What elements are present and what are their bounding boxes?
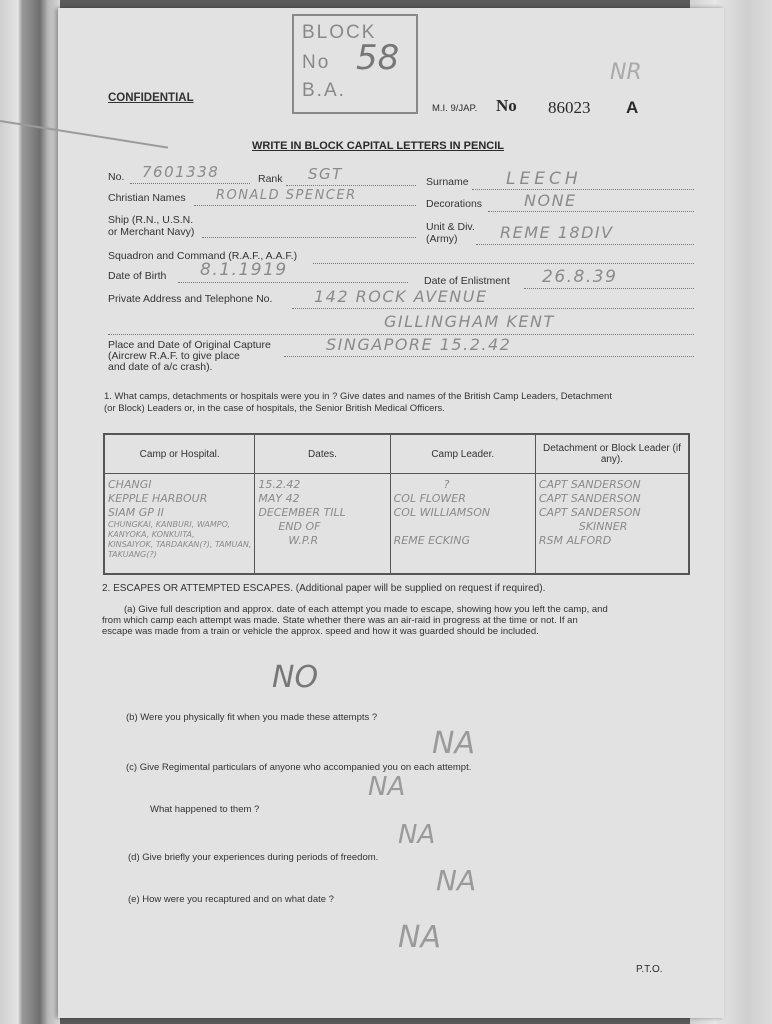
capture-value: SINGAPORE 15.2.42 <box>326 335 512 354</box>
pto-label: P.T.O. <box>636 964 663 975</box>
question-2a-line-2: from which camp each attempt was made. State whether there was an air-raid in progress at the time or not. If an <box>102 615 578 626</box>
unit-value: REME 18DIV <box>500 223 614 242</box>
camps-table-cell <box>255 474 390 575</box>
camps-table-cell <box>535 474 689 575</box>
leader-entry: ? <box>443 478 450 491</box>
stamp-handwritten-number: 58 <box>356 38 400 78</box>
answer-2d: NA <box>436 864 477 897</box>
address-line-2: GILLINGHAM KENT <box>384 312 555 331</box>
detachment-entry: SKINNER <box>578 520 628 533</box>
date-entry: 15.2.42 <box>258 478 301 491</box>
camps-table-header: Camp Leader. <box>390 434 535 474</box>
unit-label-2: (Army) <box>426 233 458 245</box>
address-label: Private Address and Telephone No. <box>108 293 273 305</box>
camps-table-header: Camp or Hospital. <box>104 434 255 474</box>
binder-edge <box>0 0 60 1024</box>
detachment-entry: RSM ALFORD <box>538 534 612 547</box>
ship-label-2: or Merchant Navy) <box>108 226 195 238</box>
answer-2c: NA <box>368 772 406 802</box>
block-stamp <box>292 14 418 114</box>
rank-value: SGT <box>308 165 343 183</box>
form-instruction: WRITE IN BLOCK CAPITAL LETTERS IN PENCIL <box>252 140 504 152</box>
serial-number: 86023 <box>548 98 591 117</box>
dob-value: 8.1.1919 <box>200 260 288 280</box>
corner-note: NR <box>610 60 642 85</box>
stamp-line2: No <box>302 52 331 73</box>
answer-2a: NO <box>272 660 319 695</box>
camp-entry: TAKUANG(?) <box>108 550 157 559</box>
answer-2c-sub: NA <box>398 820 436 850</box>
detachment-entry: CAPT SANDERSON <box>538 478 641 491</box>
leader-entry: COL FLOWER <box>393 492 466 505</box>
camps-table-header: Dates. <box>255 434 390 474</box>
stamp-line3: B.A. <box>302 80 346 101</box>
camp-entry: SIAM GP II <box>108 506 164 519</box>
camps-table-header: Detachment or Block Leader (if any). <box>535 434 689 474</box>
date-entry: W.P.R <box>288 534 319 547</box>
camp-entry: KEPPLE HARBOUR <box>108 492 208 505</box>
serial-suffix: A <box>626 98 639 117</box>
enlistment-label: Date of Enlistment <box>424 275 510 287</box>
detachment-entry: CAPT SANDERSON <box>538 492 641 505</box>
stamp-line1: BLOCK <box>302 22 377 43</box>
christian-names-label: Christian Names <box>108 192 186 204</box>
question-2c-sub: What happened to them ? <box>150 804 260 815</box>
surname-label: Surname <box>426 176 469 188</box>
dob-label: Date of Birth <box>108 270 167 282</box>
detachment-entry: CAPT SANDERSON <box>538 506 641 519</box>
camps-table <box>103 433 690 575</box>
rank-label: Rank <box>258 173 283 185</box>
decorations-label: Decorations <box>426 198 483 210</box>
ship-label-1: Ship (R.N., U.S.N. <box>108 214 194 226</box>
unit-label-1: Unit & Div. <box>426 221 475 233</box>
question-1-line-2: (or Block) Leaders or, in the case of hospitals, the Senior British Medical Officers. <box>104 403 445 414</box>
squadron-label: Squadron and Command (R.A.F., A.A.F.) <box>108 250 298 262</box>
capture-label-3: and date of a/c crash). <box>108 361 213 373</box>
service-number-value: 7601338 <box>142 163 220 181</box>
date-entry: MAY 42 <box>258 492 300 505</box>
answer-2e: NA <box>398 920 441 955</box>
question-2d: (d) Give briefly your experiences during periods of freedom. <box>128 852 379 863</box>
camp-entry: KANYOKA, KONKUITA, <box>108 530 195 539</box>
capture-label-2: (Aircrew R.A.F. to give place <box>108 350 240 362</box>
christian-names-value: RONALD SPENCER <box>216 188 357 203</box>
question-2-heading: 2. ESCAPES OR ATTEMPTED ESCAPES. (Additional paper will be supplied on request if required). <box>102 583 546 594</box>
question-2a-line-3: escape was made from a train or vehicle the approx. speed and how it was guarded should be included. <box>102 626 539 637</box>
form-code: M.I. 9/JAP. <box>432 103 478 114</box>
question-2a-line-1: (a) Give full description and approx. date of each attempt you made to escape, showing how you left the camp, and <box>124 604 608 615</box>
question-1-line-1: 1. What camps, detachments or hospitals were you in ? Give dates and names of the British Camp Leaders, Detachment <box>104 391 612 402</box>
question-2c: (c) Give Regimental particulars of anyone who accompanied you on each attempt. <box>126 762 472 773</box>
service-number-label: No. <box>108 171 125 183</box>
address-line-1: 142 ROCK AVENUE <box>314 287 488 306</box>
answer-2b: NA <box>432 726 475 761</box>
date-entry: DECEMBER TILL <box>258 506 346 519</box>
classification-label: CONFIDENTIAL <box>108 92 194 104</box>
form-page <box>58 8 724 1018</box>
capture-label-1: Place and Date of Original Capture <box>108 339 271 351</box>
number-label: No <box>496 96 517 115</box>
leader-entry: COL WILLIAMSON <box>393 506 491 519</box>
question-2e: (e) How were you recaptured and on what date ? <box>128 894 334 905</box>
camps-table-cell <box>104 474 255 575</box>
enlistment-value: 26.8.39 <box>542 267 618 287</box>
camp-entry: CHUNGKAI, KANBURI, WAMPO, <box>108 520 231 529</box>
date-entry: END OF <box>278 520 321 533</box>
question-2b: (b) Were you physically fit when you made these attempts ? <box>126 712 378 723</box>
camps-table-cell <box>390 474 535 575</box>
leader-entry: REME ECKING <box>393 534 470 547</box>
surname-value: LEECH <box>506 169 582 189</box>
camp-entry: KINSAIYOK, TARDAKAN(?), TAMUAN, <box>108 540 252 549</box>
camp-entry: CHANGI <box>108 478 152 491</box>
decorations-value: NONE <box>524 191 577 210</box>
